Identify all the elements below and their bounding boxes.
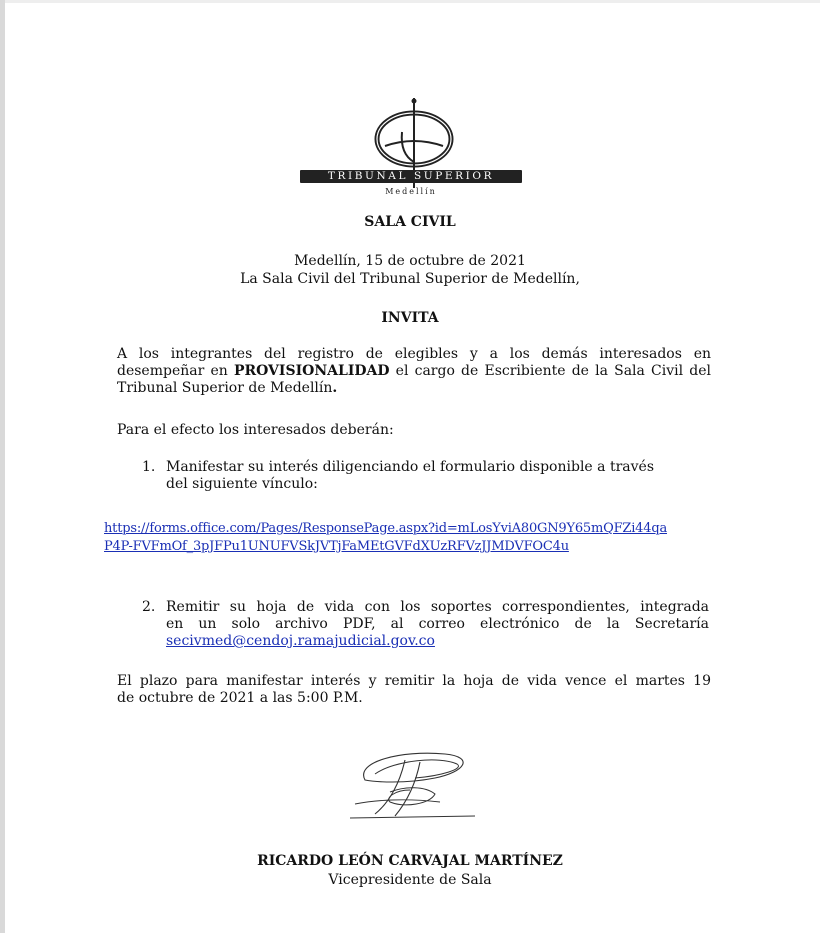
logo-city: Medellín [385,187,437,196]
form-link-line[interactable]: https://forms.office.com/Pages/ResponsePage.aspx?id=mLosYviA80GN9Y65mQFZi44qa [104,521,667,536]
list-number: 1. [142,459,156,475]
list-item-line: Manifestar su interés diligenciando el formulario disponible a través [166,459,654,475]
paragraph-line: de octubre de 2021 a las 5:00 P.M. [117,690,363,706]
paragraph-line: A los integrantes del registro de elegibles y a los demás interesados en [117,346,711,362]
list-item-line: Remitir su hoja de vida con los soportes correspondientes, integrada [166,599,709,615]
list-number: 2. [142,599,156,615]
form-link-line[interactable]: P4P-FVFmOf_3pJFPu1UNUFVSkJVTjFaMEtGVFdXUzRFVzJJMDVFOC4u [104,539,569,554]
signatory-name: RICARDO LEÓN CARVAJAL MARTÍNEZ [257,853,563,869]
invita-heading: INVITA [381,310,439,326]
intro-line: La Sala Civil del Tribunal Superior de Medellín, [240,271,580,287]
list-item-line: del siguiente vínculo: [166,476,318,492]
section-heading: SALA CIVIL [364,214,456,230]
paragraph-text: desempeñar en [117,363,234,379]
paragraph-line [117,363,711,380]
paragraph-period: . [332,380,338,396]
signatory-title: Vicepresidente de Sala [328,872,492,888]
paragraph-text: el cargo de Escribiente de la Sala Civil del [389,363,711,379]
paragraph-line [117,380,711,397]
instructions-intro: Para el efecto los interesados deberán: [117,422,394,438]
list-item [166,599,709,650]
paragraph-text: Tribunal Superior de Medellín [117,380,333,396]
paragraph-line: El plazo para manifestar interés y remitir la hoja de vida vence el martes 19 [117,673,711,689]
date-line: Medellín, 15 de octubre de 2021 [294,253,526,269]
invitation-paragraph [117,346,711,397]
signature-icon [345,742,485,824]
list-item [166,459,709,493]
tribunal-logo [290,96,530,200]
email-link[interactable]: secivmed@cendoj.ramajudicial.gov.co [166,633,435,649]
tribunal-emblem-icon [290,96,530,200]
handwritten-signature [345,742,485,824]
form-link[interactable] [104,520,716,556]
deadline-paragraph [117,673,711,707]
provisionalidad-emphasis: PROVISIONALIDAD [233,363,390,379]
list-item-line: en un solo archivo PDF, al correo electrónico de la Secretaría [166,616,709,632]
logo-title: TRIBUNAL SUPERIOR [327,170,495,182]
